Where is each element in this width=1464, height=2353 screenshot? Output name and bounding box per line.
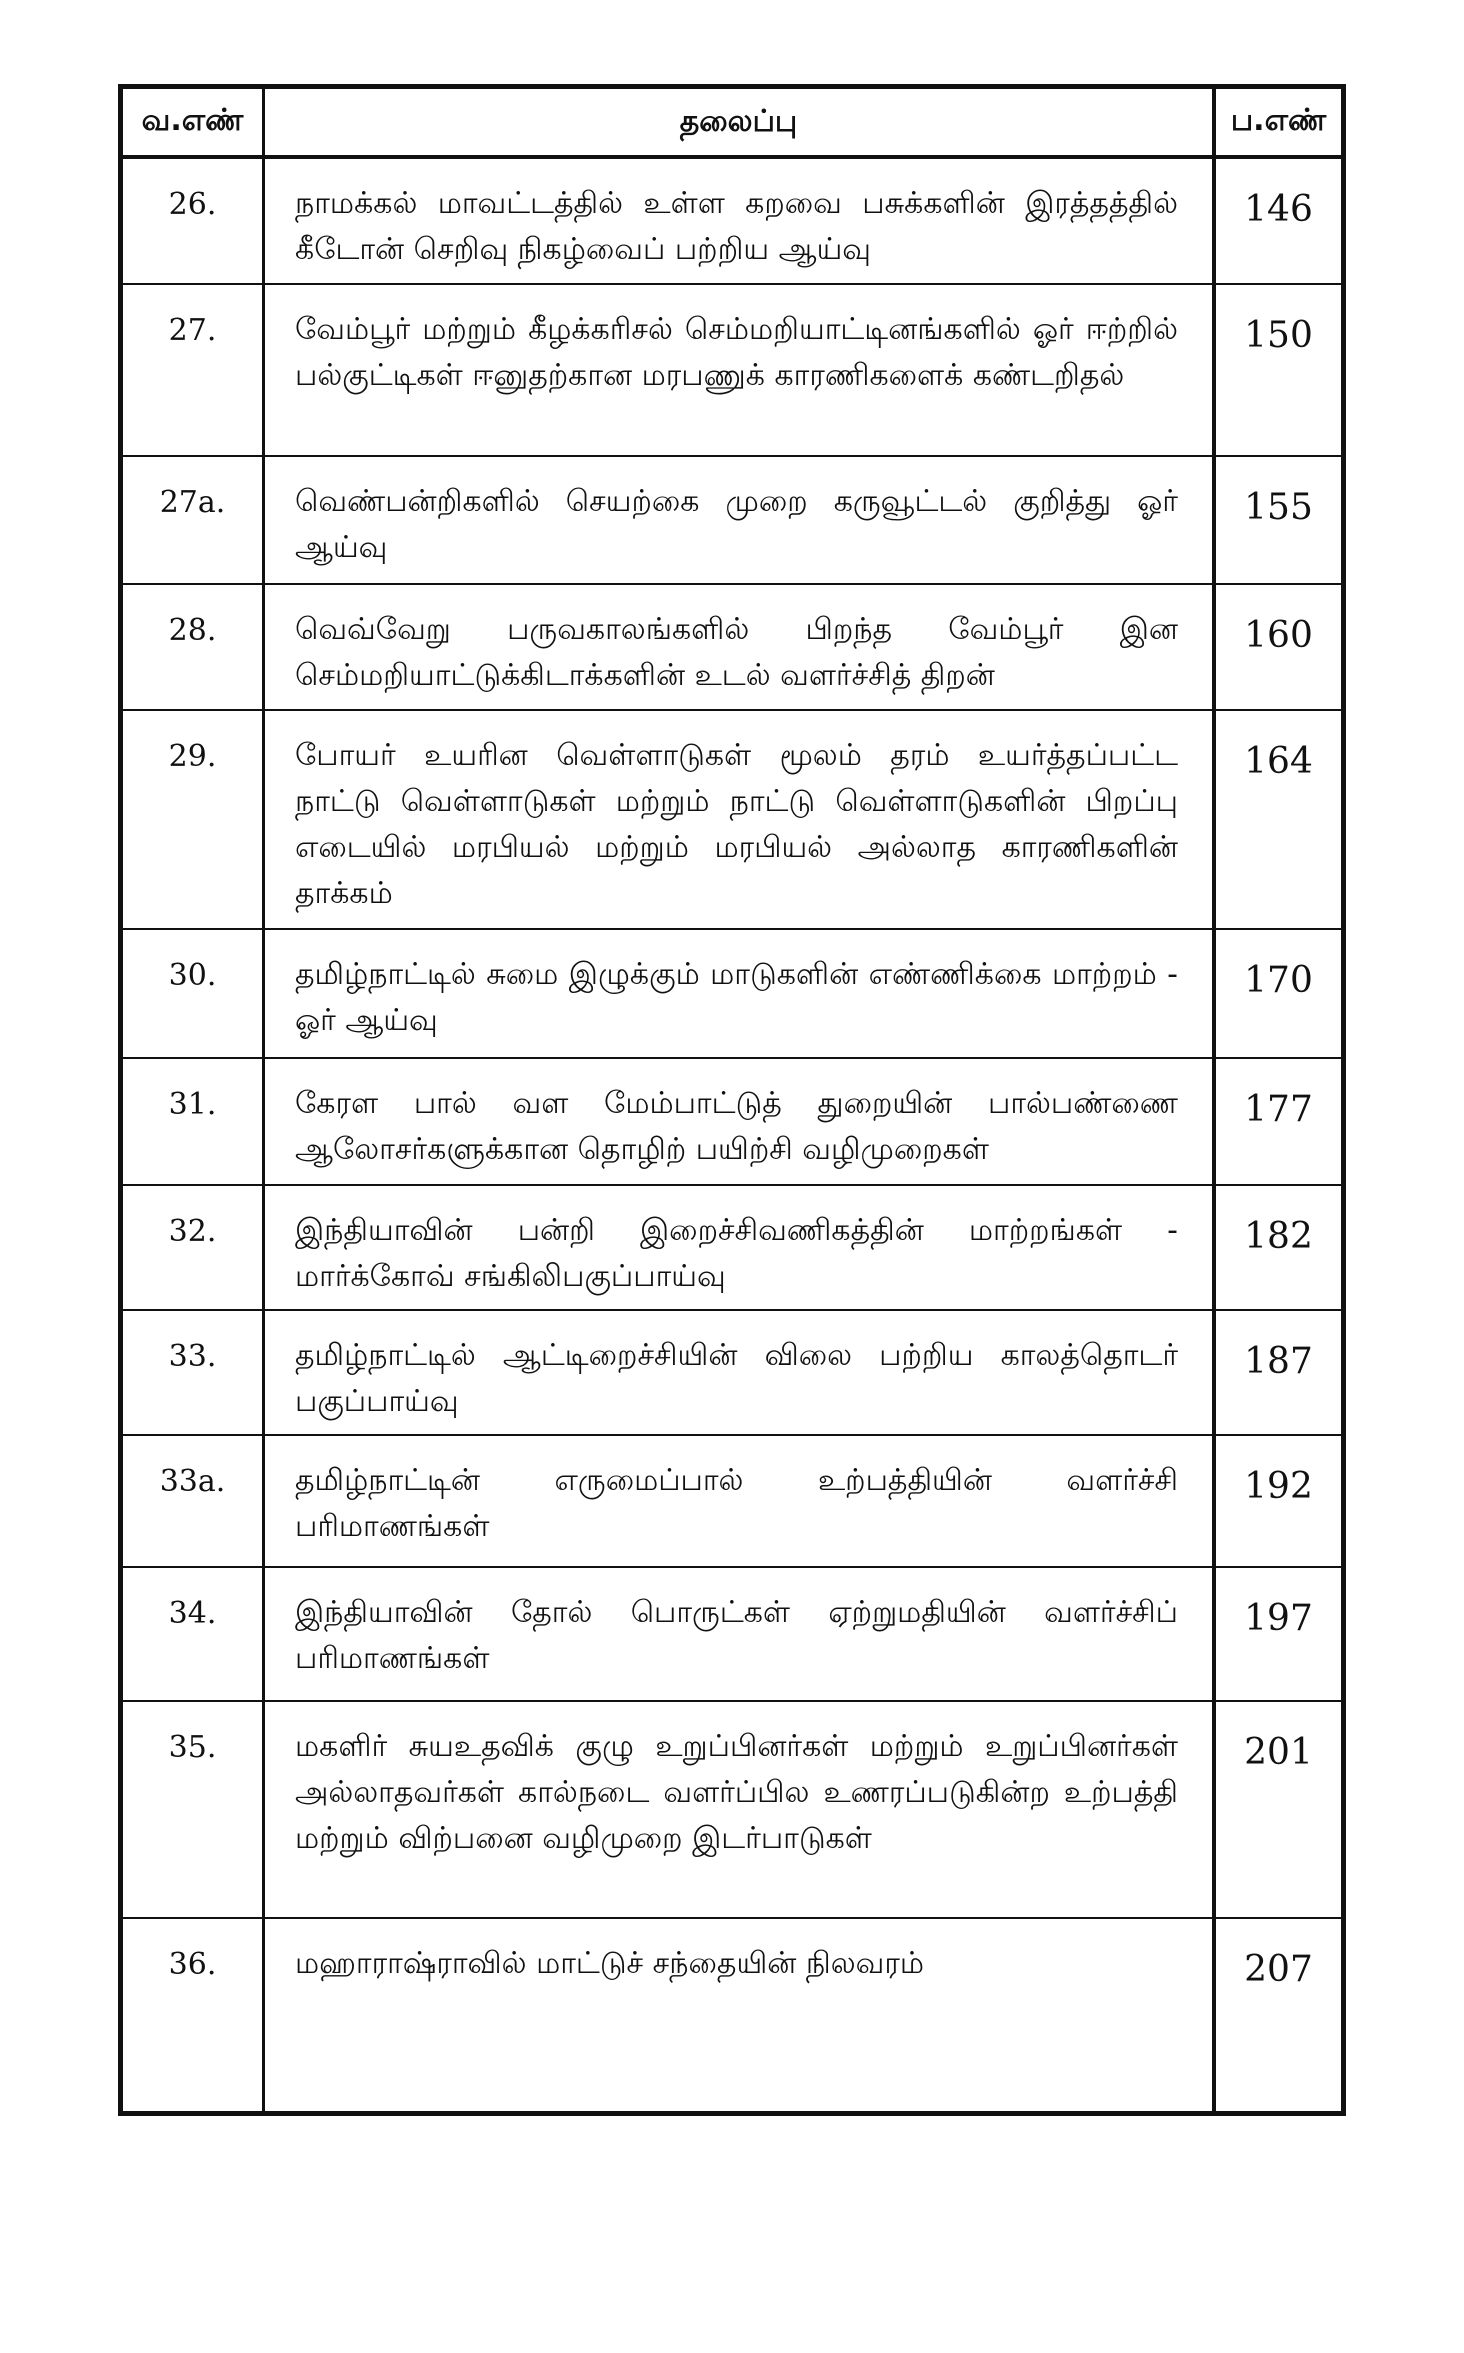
row-page: 170 (1244, 960, 1313, 1001)
row-title: நாமக்கல் மாவட்டத்தில் உள்ள கறவை பசுக்களின் இரத்தத்தில் கீடோன் செறிவு நிகழ்வைப் பற்றிய ஆய்வு (265, 159, 1216, 283)
row-number: 36. (123, 1919, 265, 2111)
header-page: ப.எண் (1230, 102, 1327, 138)
row-title: தமிழ்நாட்டில் சுமை இழுக்கும் மாடுகளின் எண்ணிக்கை மாற்றம் - ஓர் ஆய்வு (265, 930, 1216, 1057)
row-title: இந்தியாவின் தோல் பொருட்கள் ஏற்றுமதியின் வளர்ச்சிப் பரிமாணங்கள் (265, 1568, 1216, 1700)
table-row (123, 1186, 1341, 1311)
row-page: 197 (1244, 1598, 1313, 1639)
row-page: 207 (1244, 1949, 1313, 1990)
row-number: 29. (123, 711, 265, 928)
row-number: 34. (123, 1568, 265, 1700)
row-title: தமிழ்நாட்டின் எருமைப்பால் உற்பத்தியின் வளர்ச்சி பரிமாணங்கள் (265, 1436, 1216, 1566)
row-number: 33a. (123, 1436, 265, 1566)
table-row (123, 930, 1341, 1059)
row-page: 150 (1244, 315, 1313, 356)
contents-table (118, 84, 1346, 2116)
row-title: தமிழ்நாட்டில் ஆட்டிறைச்சியின் விலை பற்றிய காலத்தொடர் பகுப்பாய்வு (265, 1311, 1216, 1434)
table-row (123, 1702, 1341, 1919)
row-number: 28. (123, 585, 265, 709)
row-page: 164 (1244, 741, 1313, 782)
table-row (123, 711, 1341, 930)
table-row (123, 1059, 1341, 1186)
row-title: போயர் உயரின வெள்ளாடுகள் மூலம் தரம் உயர்த்தப்பட்ட நாட்டு வெள்ளாடுகள் மற்றும் நாட்டு வெள்ளாடுகளின் பிறப்பு எடையில் மரபியல் மற்றும் மரபியல் அல்லாத காரணிகளின் தாக்கம் (265, 711, 1216, 928)
row-title: வேம்பூர் மற்றும் கீழக்கரிசல் செம்மறியாட்டினங்களில் ஓர் ஈற்றில் பல்குட்டிகள் ஈனுதற்கான மரபணுக் காரணிகளைக் கண்டறிதல் (265, 285, 1216, 455)
header-number: வ.எண் (123, 89, 265, 155)
row-title: மஹாராஷ்ராவில் மாட்டுச் சந்தையின் நிலவரம் (265, 1919, 1216, 2111)
row-page: 177 (1244, 1089, 1313, 1130)
table-row (123, 585, 1341, 711)
row-title: கேரள பால் வள மேம்பாட்டுத் துறையின் பால்பண்ணை ஆலோசர்களுக்கான தொழிற் பயிற்சி வழிமுறைகள் (265, 1059, 1216, 1184)
row-page: 187 (1244, 1341, 1313, 1382)
table-row (123, 1919, 1341, 2111)
row-number: 33. (123, 1311, 265, 1434)
table-header-row (123, 89, 1341, 159)
row-page: 201 (1244, 1732, 1313, 1773)
row-page: 192 (1244, 1466, 1313, 1507)
row-number: 32. (123, 1186, 265, 1309)
row-number: 26. (123, 159, 265, 283)
row-page: 160 (1244, 615, 1313, 656)
row-page: 146 (1244, 189, 1313, 230)
row-title: மகளிர் சுயஉதவிக் குழு உறுப்பினர்கள் மற்றும் உறுப்பினர்கள் அல்லாதவர்கள் கால்நடை வளர்ப்பில உணரப்படுகின்ற உற்பத்தி மற்றும் விற்பனை வழிமுறை இடர்பாடுகள் (265, 1702, 1216, 1917)
table-row (123, 1311, 1341, 1436)
row-title: வெவ்வேறு பருவகாலங்களில் பிறந்த வேம்பூர் இன செம்மறியாட்டுக்கிடாக்களின் உடல் வளர்ச்சித் திறன் (265, 585, 1216, 709)
row-number: 35. (123, 1702, 265, 1917)
row-title: இந்தியாவின் பன்றி இறைச்சிவணிகத்தின் மாற்றங்கள் - மார்க்கோவ் சங்கிலிபகுப்பாய்வு (265, 1186, 1216, 1309)
header-title: தலைப்பு (265, 89, 1216, 155)
row-page: 155 (1244, 487, 1313, 528)
table-row (123, 1568, 1341, 1702)
table-row (123, 285, 1341, 457)
table-row (123, 1436, 1341, 1568)
table-row (123, 159, 1341, 285)
row-number: 30. (123, 930, 265, 1057)
row-number: 27. (123, 285, 265, 455)
row-title: வெண்பன்றிகளில் செயற்கை முறை கருவூட்டல் குறித்து ஓர் ஆய்வு (265, 457, 1216, 583)
row-page: 182 (1244, 1216, 1313, 1257)
row-number: 31. (123, 1059, 265, 1184)
table-row (123, 457, 1341, 585)
row-number: 27a. (123, 457, 265, 583)
